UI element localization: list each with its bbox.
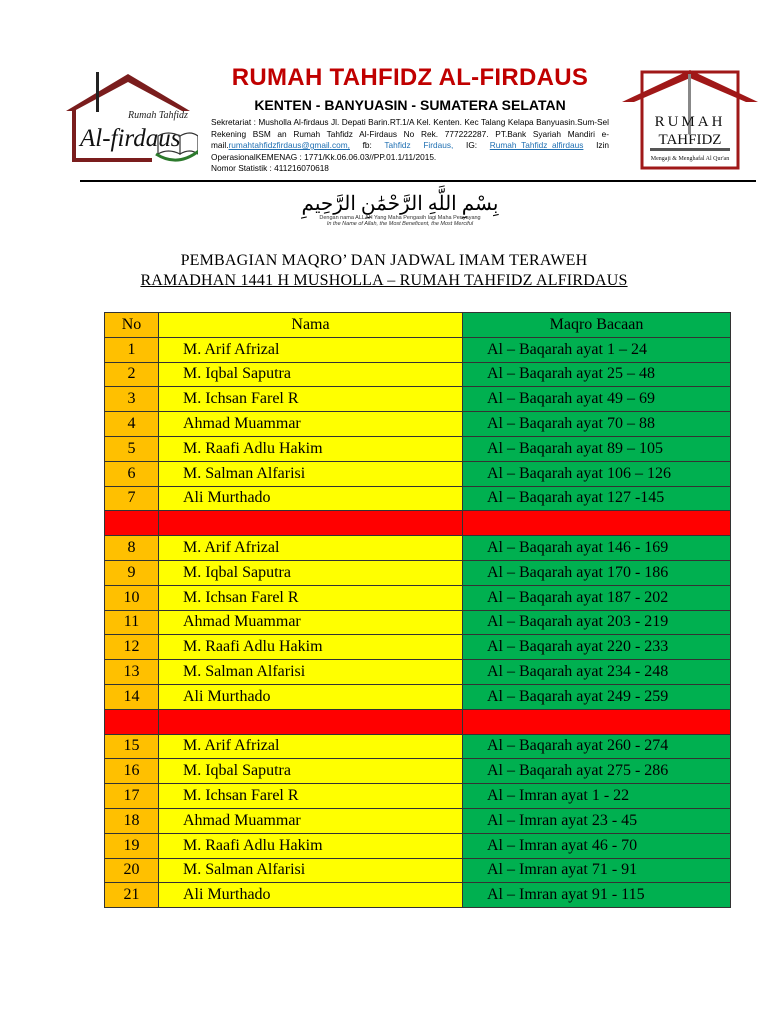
maqro-reading: Al – Imran ayat 23 - 45 [463,808,731,833]
email-link[interactable]: rumahtahfidzfirdaus@gmail.com, [228,140,350,150]
table-header-row [105,313,731,338]
imam-name: M. Ichsan Farel R [159,585,463,610]
row-number: 5 [105,436,159,461]
row-number: 8 [105,536,159,561]
table-row [105,660,731,685]
row-number: 20 [105,858,159,883]
maqro-reading: Al – Baqarah ayat 234 - 248 [463,660,731,685]
row-number: 15 [105,734,159,759]
organization-info [211,117,609,175]
rumah-tahfidz-logo [620,70,760,170]
schedule-table [104,312,731,908]
izin-text: Izin OperasionalKEMENAG : 1771/Kk.06.06.03//PP.01.1/11/2015. [211,140,610,162]
imam-name: M. Raafi Adlu Hakim [159,436,463,461]
table-row [105,560,731,585]
imam-name: M. Iqbal Saputra [159,362,463,387]
bismillah-indonesian: Dengan nama ALLAH Yang Maha Pengasih lagi Maha Penyayang [319,215,481,221]
separator-row [105,511,731,536]
imam-name: M. Ichsan Farel R [159,784,463,809]
row-number: 11 [105,610,159,635]
row-number: 10 [105,585,159,610]
row-number: 18 [105,808,159,833]
svg-text:Mengaji & Menghafal Al Qur'an: Mengaji & Menghafal Al Qur'an [650,156,730,162]
maqro-reading: Al – Imran ayat 46 - 70 [463,833,731,858]
maqro-reading: Al – Baqarah ayat 146 - 169 [463,536,731,561]
table-row [105,585,731,610]
row-number: 17 [105,784,159,809]
row-number: 4 [105,412,159,437]
imam-name: Ali Murthado [159,486,463,511]
row-number: 3 [105,387,159,412]
maqro-reading: Al – Baqarah ayat 275 - 286 [463,759,731,784]
row-number: 7 [105,486,159,511]
row-number: 1 [105,337,159,362]
table-row [105,635,731,660]
maqro-reading: Al – Baqarah ayat 260 - 274 [463,734,731,759]
maqro-reading: Al – Baqarah ayat 203 - 219 [463,610,731,635]
maqro-reading: Al – Baqarah ayat 220 - 233 [463,635,731,660]
table-row [105,883,731,908]
maqro-reading: Al – Baqarah ayat 249 - 259 [463,684,731,709]
organization-title: RUMAH TAHFIDZ AL-FIRDAUS [231,64,589,91]
row-number: 14 [105,684,159,709]
facebook-handle: Tahfidz Firdaus, [384,140,454,150]
header-nama: Nama [159,313,463,338]
svg-text:TAHFIDZ: TAHFIDZ [658,132,722,148]
separator-row [105,709,731,734]
table-row [105,337,731,362]
document-subtitle: RAMADHAN 1441 H MUSHOLLA – RUMAH TAHFIDZ ALFIRDAUS [140,272,628,289]
table-row [105,858,731,883]
imam-name: M. Iqbal Saputra [159,560,463,585]
imam-name: Ali Murthado [159,883,463,908]
maqro-reading: Al – Baqarah ayat 170 - 186 [463,560,731,585]
svg-text:RUMAH: RUMAH [654,114,726,130]
separator-cell [105,709,159,734]
separator-cell [159,511,463,536]
imam-name: Ali Murthado [159,684,463,709]
maqro-reading: Al – Baqarah ayat 1 – 24 [463,337,731,362]
address-text: Sekretariat : Musholla Al-firdaus Jl. Depati Barin.RT.1/A Kel. Kenten. Kec Talang Kelapa Banyuasin.Sum-Sel Rekening BSM an Rumah Tahfidz Al-Firdaus No Rek. 777222287. PT.Bank Syariah Mandiri e-mail. [211,117,609,150]
ig-label: IG: [453,140,490,150]
imam-name: Ahmad Muammar [159,808,463,833]
table-row [105,461,731,486]
table-row [105,784,731,809]
separator-cell [463,511,731,536]
row-number: 19 [105,833,159,858]
table-row [105,610,731,635]
header-divider [80,180,756,182]
maqro-reading: Al – Imran ayat 71 - 91 [463,858,731,883]
imam-name: Ahmad Muammar [159,610,463,635]
imam-name: M. Raafi Adlu Hakim [159,635,463,660]
table-body [105,337,731,907]
organization-subtitle: KENTEN - BANYUASIN - SUMATERA SELATAN [254,97,566,113]
svg-text:Al-firdaus: Al-firdaus [80,125,181,152]
row-number: 13 [105,660,159,685]
imam-name: M. Salman Alfarisi [159,858,463,883]
separator-cell [105,511,159,536]
row-number: 9 [105,560,159,585]
row-number: 6 [105,461,159,486]
instagram-link[interactable]: Rumah_Tahfidz_alfirdaus [489,140,584,150]
imam-name: M. Salman Alfarisi [159,461,463,486]
maqro-reading: Al – Baqarah ayat 106 – 126 [463,461,731,486]
table-row [105,734,731,759]
maqro-reading: Al – Baqarah ayat 127 -145 [463,486,731,511]
table-row [105,362,731,387]
row-number: 2 [105,362,159,387]
imam-name: Ahmad Muammar [159,412,463,437]
row-number: 12 [105,635,159,660]
maqro-reading: Al – Baqarah ayat 187 - 202 [463,585,731,610]
table-row [105,759,731,784]
table-row [105,684,731,709]
separator-cell [463,709,731,734]
al-firdaus-logo [58,66,198,171]
maqro-reading: Al – Baqarah ayat 25 – 48 [463,362,731,387]
imam-name: M. Iqbal Saputra [159,759,463,784]
imam-name: M. Salman Alfarisi [159,660,463,685]
maqro-reading: Al – Baqarah ayat 70 – 88 [463,412,731,437]
maqro-reading: Al – Baqarah ayat 49 – 69 [463,387,731,412]
imam-name: M. Arif Afrizal [159,337,463,362]
imam-name: M. Ichsan Farel R [159,387,463,412]
header-no: No [105,313,159,338]
row-number: 16 [105,759,159,784]
table-row [105,536,731,561]
svg-text:Rumah Tahfidz: Rumah Tahfidz [128,110,188,121]
maqro-reading: Al – Imran ayat 91 - 115 [463,883,731,908]
header-maqro: Maqro Bacaan [463,313,731,338]
document-title: PEMBAGIAN MAQRO’ DAN JADWAL IMAM TERAWEH [180,252,588,269]
maqro-reading: Al – Baqarah ayat 89 – 105 [463,436,731,461]
bismillah-block [290,193,510,227]
bismillah-arabic: بِسْمِ اللَّهِ الرَّحْمَٰنِ الرَّحِيمِ [301,193,499,215]
fb-label: fb: [349,140,385,150]
maqro-reading: Al – Imran ayat 1 - 22 [463,784,731,809]
table-row [105,486,731,511]
table-row [105,436,731,461]
table-row [105,808,731,833]
nomor-statistik: Nomor Statistik : 411216070618 [211,163,329,173]
bismillah-english: In the Name of Allah, the Most Beneficent, the Most Merciful [326,221,474,227]
table-row [105,412,731,437]
separator-cell [159,709,463,734]
table-row [105,833,731,858]
imam-name: M. Arif Afrizal [159,734,463,759]
row-number: 21 [105,883,159,908]
table-row [105,387,731,412]
imam-name: M. Raafi Adlu Hakim [159,833,463,858]
imam-name: M. Arif Afrizal [159,536,463,561]
